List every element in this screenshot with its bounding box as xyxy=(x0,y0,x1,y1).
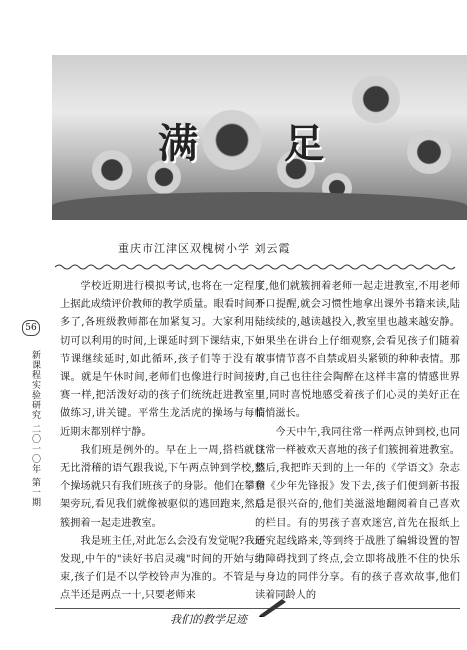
journal-issue: 二〇一〇年 第一期 xyxy=(30,423,40,508)
paragraph: 我们班是例外的。早在上一周,搭档就以无比滑稽的语气跟我说,下午两点钟到学校,整个操场就只有我们班孩子的身影。他们在攀登架旁玩,看见我们就像被驱似的逃回跑来,然后簇拥着一起走进教室。 xyxy=(60,444,265,529)
left-column xyxy=(60,278,265,606)
paragraph: 了,他们就簇拥着老师一起走进教室,不用老师开口提醒,就会习惯性地拿出课外书籍来读,陆陆续续的,越读越投入,教室里也越来越安静。如果坐在讲台上仔细观察,会看见孩子们随着故事情节喜不自禁或眉头紧锁的种种表情。那时,自己也往往会陶醉在这样丰富的情感世界里,同时喜悦地感受着孩子们心灵的美好正在悄悄滋长。 xyxy=(255,281,460,420)
title-char-2: 足 xyxy=(284,120,324,167)
author-line: 重庆市江津区双槐树小学 刘云霞 xyxy=(118,242,291,255)
paragraph: 学校近期进行模拟考试,也将在一定程度上据此成绩评价教师的教学质量。眼看时间不多了,各班级教师都在加紧复习。大家利用一切可以利用的时间,上课延时到下课结束,下一节课继续延时,如此循环,孩子们等于没有下课。就是午休时间,老师们也像进行时间接力赛一样,把活泼好动的孩子们统统赶进教室里做练习,讲关键。平常生龙活虎的操场与每临近期末都别样宁静。 xyxy=(60,281,265,438)
sunflower-icon xyxy=(202,110,262,170)
wave-divider xyxy=(55,263,460,271)
sunflower-icon xyxy=(407,130,451,174)
sunflower-icon xyxy=(92,150,132,190)
paragraph: 我是班主任,对此怎么会没有发觉呢?我还发现,中午的"读好书启灵魂"时间的开始与结束,孩子们是不以学校铃声为准的。不管是一点半还是两点一十,只要老师来 xyxy=(60,535,265,602)
right-column xyxy=(255,278,460,606)
title-char-1: 满 xyxy=(158,120,198,167)
footer-title: 我们的教学足迹 xyxy=(170,613,247,626)
sunflower-banner-image xyxy=(52,55,467,220)
page-number: 56 xyxy=(22,320,40,336)
sunflower-icon xyxy=(352,75,400,123)
pen-icon xyxy=(258,597,288,617)
journal-name: 新课程实验研究 xyxy=(30,350,40,420)
paragraph: 今天中午,我同往常一样两点钟到校,也同往常一样被欢天喜地的孩子们簇拥着进教室。然后,我把昨天到的上一年的《学语文》杂志和《少年先锋报》发下去,孩子们便到新书报总是很兴奋的,他们美滋滋地翻阅着自己喜欢的栏目。有的男孩子喜欢迷宫,首先在报纸上研究起线路来,等到终于战胜了编辑设置的智力障碍找到了终点,会立即将战胜不住的快乐与身边的同伴分享。有的孩子喜欢故事,他们读着同龄人的 xyxy=(255,426,460,602)
journal-title xyxy=(28,350,40,508)
leaves-decoration xyxy=(52,192,467,220)
